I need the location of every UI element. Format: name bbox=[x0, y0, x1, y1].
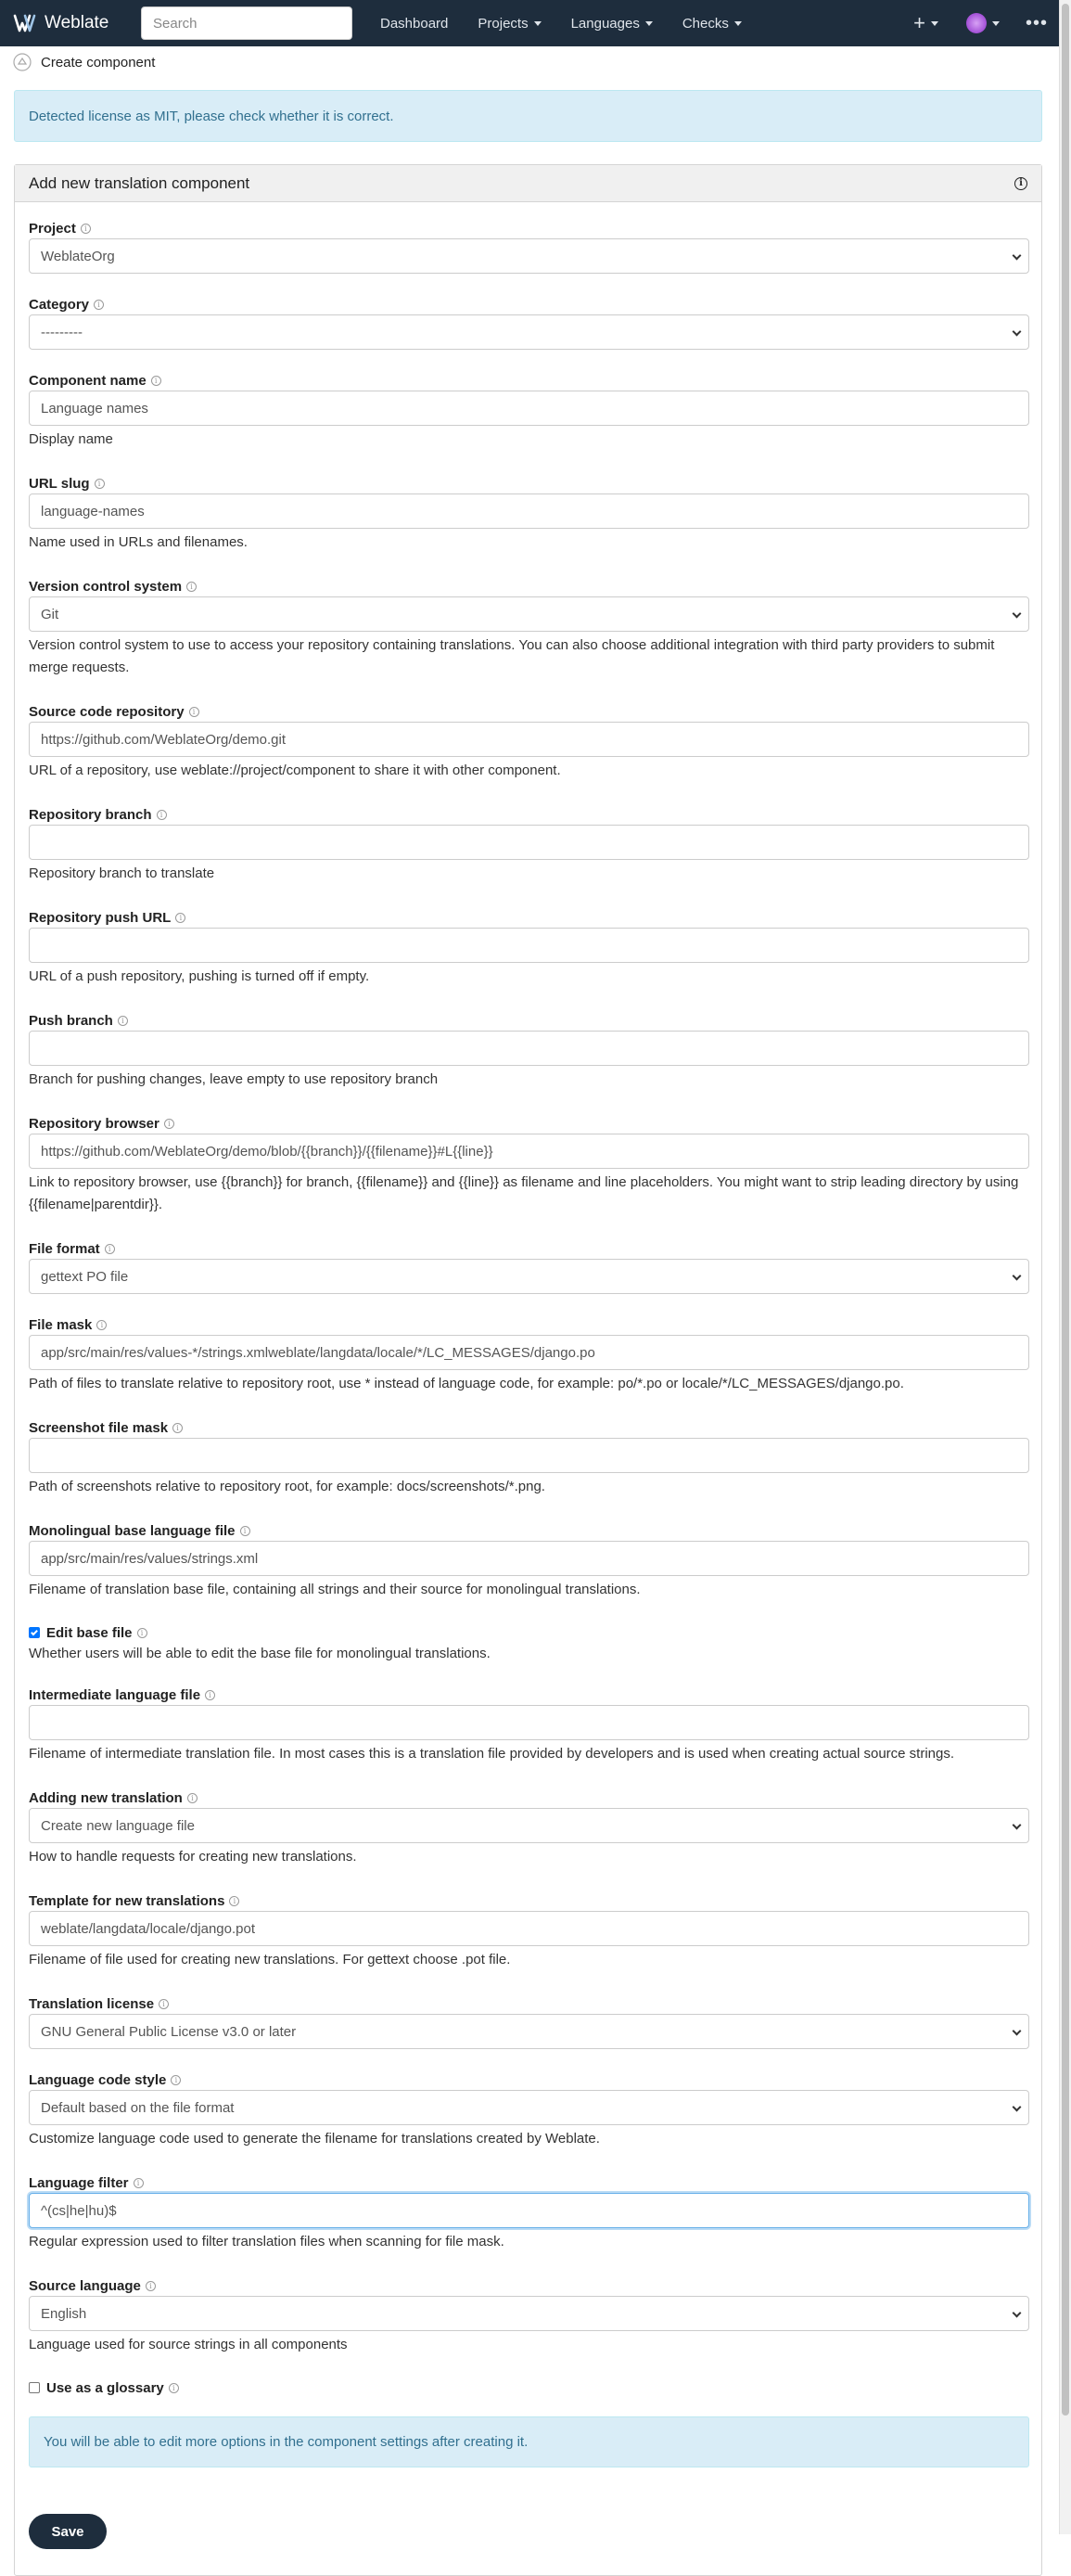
screenshot-mask-field bbox=[29, 1419, 1029, 1494]
vcs-help: Version control system to use to access your repository containing translations. You can also choose additional integration with third party providers to submit merge requests. bbox=[29, 637, 995, 675]
lang-code-style-label-text: Language code style bbox=[29, 2071, 167, 2088]
file-format-value: gettext PO file bbox=[41, 1268, 129, 1285]
repo-browser-label-text: Repository browser bbox=[29, 1115, 159, 1132]
help-icon[interactable]: i bbox=[229, 1896, 239, 1906]
nav-right bbox=[913, 0, 1059, 46]
source-lang-select[interactable] bbox=[29, 2296, 1029, 2331]
nav-checks-label: Checks bbox=[682, 15, 729, 32]
intermediate-field bbox=[29, 1686, 1029, 1762]
brand-name: Weblate bbox=[45, 13, 109, 32]
license-alert bbox=[14, 90, 1042, 142]
adding-new-field bbox=[29, 1789, 1029, 1865]
nav-projects[interactable] bbox=[478, 16, 541, 32]
vcs-label-text: Version control system bbox=[29, 578, 183, 595]
push-url-field bbox=[29, 909, 1029, 984]
search-input[interactable] bbox=[141, 6, 352, 40]
help-icon[interactable]: i bbox=[157, 810, 167, 820]
info-icon[interactable]: i bbox=[1014, 177, 1027, 190]
help-icon[interactable]: i bbox=[240, 1526, 250, 1536]
push-branch-input[interactable] bbox=[29, 1031, 1029, 1066]
adding-new-label-text: Adding new translation bbox=[29, 1789, 183, 1806]
push-branch-label bbox=[29, 1012, 1029, 1029]
project-field bbox=[29, 220, 1029, 264]
repo-browser-label bbox=[29, 1115, 1029, 1132]
chevron-down-icon bbox=[1013, 251, 1022, 261]
page-title: Create component bbox=[41, 54, 156, 70]
breadcrumb bbox=[13, 53, 155, 71]
vcs-field bbox=[29, 578, 1029, 675]
nav-projects-label: Projects bbox=[478, 15, 529, 32]
help-icon[interactable]: i bbox=[159, 1999, 169, 2009]
intermediate-input[interactable] bbox=[29, 1705, 1029, 1740]
lang-code-style-help: Customize language code used to generate the filename for translations created by Weblate. bbox=[29, 2131, 600, 2147]
license-alert-text: Detected license as MIT, please check whether it is correct. bbox=[29, 108, 394, 124]
mono-base-help: Filename of translation base file, containing all strings and their source for monolingual translations. bbox=[29, 1582, 641, 1597]
lang-filter-field bbox=[29, 2174, 1029, 2249]
help-icon[interactable]: i bbox=[169, 2383, 179, 2393]
chevron-down-icon bbox=[1013, 327, 1022, 337]
screenshot-mask-label bbox=[29, 1419, 1029, 1436]
source-lang-label bbox=[29, 2277, 1029, 2294]
edit-base-checkbox-row[interactable] bbox=[29, 1624, 147, 1641]
brand-link[interactable] bbox=[13, 13, 141, 33]
vcs-label bbox=[29, 578, 1029, 595]
repo-browser-input[interactable] bbox=[29, 1134, 1029, 1169]
screenshot-mask-input[interactable] bbox=[29, 1438, 1029, 1473]
user-menu-button[interactable] bbox=[966, 13, 1000, 33]
template-new-input[interactable] bbox=[29, 1911, 1029, 1946]
url-slug-label-text: URL slug bbox=[29, 475, 90, 492]
vcs-select[interactable] bbox=[29, 596, 1029, 632]
repo-browser-field bbox=[29, 1115, 1029, 1212]
project-label bbox=[29, 220, 1029, 237]
edit-base-help: Whether users will be able to edit the base file for monolingual translations. bbox=[29, 1646, 491, 1661]
push-url-input[interactable] bbox=[29, 928, 1029, 963]
template-new-label bbox=[29, 1892, 1029, 1909]
mono-base-label bbox=[29, 1522, 1029, 1539]
more-icon[interactable]: ••• bbox=[1025, 12, 1048, 33]
lang-filter-label bbox=[29, 2174, 1029, 2191]
url-slug-help: Name used in URLs and filenames. bbox=[29, 534, 248, 550]
template-new-help: Filename of file used for creating new translations. For gettext choose .pot file. bbox=[29, 1952, 511, 1967]
repo-input[interactable] bbox=[29, 722, 1029, 757]
adding-new-label bbox=[29, 1789, 1029, 1806]
chevron-down-icon bbox=[1013, 2103, 1022, 2112]
file-mask-label bbox=[29, 1316, 1029, 1333]
intermediate-label-text: Intermediate language file bbox=[29, 1686, 201, 1703]
lang-filter-value: ^(cs|he|hu)$ bbox=[41, 2202, 117, 2219]
nav-dashboard-label: Dashboard bbox=[380, 15, 449, 32]
component-name-label bbox=[29, 372, 1029, 389]
glossary-label-text: Use as a glossary bbox=[46, 2379, 164, 2396]
help-icon[interactable]: i bbox=[134, 2178, 144, 2188]
help-icon[interactable]: i bbox=[187, 1793, 198, 1803]
file-mask-value: app/src/main/res/values-*/strings.xmlweblate/langdata/locale/*/LC_MESSAGES/django.po bbox=[41, 1344, 595, 1361]
template-new-label-text: Template for new translations bbox=[29, 1892, 225, 1909]
source-lang-label-text: Source language bbox=[29, 2277, 141, 2294]
file-mask-field bbox=[29, 1316, 1029, 1391]
glossary-checkbox[interactable] bbox=[29, 2382, 40, 2393]
file-format-label-text: File format bbox=[29, 1240, 100, 1257]
template-new-field bbox=[29, 1892, 1029, 1967]
push-url-label-text: Repository push URL bbox=[29, 909, 172, 926]
url-slug-value: language-names bbox=[41, 503, 145, 519]
intermediate-label bbox=[29, 1686, 1029, 1703]
add-menu-button[interactable] bbox=[913, 11, 938, 35]
chevron-down-icon bbox=[1013, 1821, 1022, 1830]
license-value: GNU General Public License v3.0 or later bbox=[41, 2023, 297, 2040]
glossary-label[interactable] bbox=[46, 2379, 179, 2396]
glossary-checkbox-row[interactable] bbox=[29, 2379, 179, 2396]
lang-code-style-field bbox=[29, 2071, 1029, 2147]
template-new-value: weblate/langdata/locale/django.pot bbox=[41, 1920, 256, 1937]
scrollbar-thumb[interactable] bbox=[1062, 4, 1069, 2416]
help-icon[interactable]: i bbox=[105, 1244, 115, 1254]
help-icon[interactable]: i bbox=[118, 1016, 128, 1026]
url-slug-field bbox=[29, 475, 1029, 550]
url-slug-input[interactable] bbox=[29, 493, 1029, 529]
chevron-down-icon bbox=[1013, 1272, 1022, 1281]
chevron-down-icon bbox=[1013, 2309, 1022, 2318]
license-label-text: Translation license bbox=[29, 1995, 155, 2012]
panel-heading bbox=[15, 165, 1041, 202]
chevron-down-icon bbox=[931, 21, 938, 26]
branch-label-text: Repository branch bbox=[29, 806, 152, 823]
category-label bbox=[29, 296, 1029, 313]
top-navbar bbox=[0, 0, 1059, 46]
edit-base-label-text: Edit base file bbox=[46, 1624, 133, 1641]
component-name-input[interactable] bbox=[29, 391, 1029, 426]
nav-checks[interactable] bbox=[682, 16, 742, 32]
nav-languages-label: Languages bbox=[570, 15, 640, 32]
mono-base-label-text: Monolingual base language file bbox=[29, 1522, 236, 1539]
component-icon bbox=[13, 53, 32, 71]
license-field bbox=[29, 1995, 1029, 2040]
screenshot-mask-label-text: Screenshot file mask bbox=[29, 1419, 169, 1436]
help-icon[interactable]: i bbox=[171, 2075, 181, 2085]
chevron-down-icon bbox=[992, 21, 1000, 26]
help-icon[interactable]: i bbox=[205, 1690, 215, 1700]
mono-base-input[interactable] bbox=[29, 1541, 1029, 1576]
intermediate-help: Filename of intermediate translation file. In most cases this is a translation file provided by developers and is used when creating actual source strings. bbox=[29, 1746, 955, 1762]
check-icon bbox=[31, 1628, 38, 1635]
repo-value: https://github.com/WeblateOrg/demo.git bbox=[41, 731, 287, 748]
adding-new-value: Create new language file bbox=[41, 1817, 195, 1834]
push-branch-field bbox=[29, 1012, 1029, 1087]
repo-help: URL of a repository, use weblate://project/component to share it with other component. bbox=[29, 763, 561, 778]
weblate-logo-icon bbox=[13, 13, 37, 33]
help-icon[interactable]: i bbox=[175, 913, 185, 923]
file-format-select[interactable] bbox=[29, 1259, 1029, 1294]
repo-field bbox=[29, 703, 1029, 778]
lang-filter-label-text: Language filter bbox=[29, 2174, 129, 2191]
panel-title: Add new translation component bbox=[29, 173, 250, 192]
push-url-help: URL of a push repository, pushing is turned off if empty. bbox=[29, 968, 370, 984]
chevron-down-icon bbox=[734, 21, 742, 26]
branch-help: Repository branch to translate bbox=[29, 865, 215, 881]
lang-code-style-value: Default based on the file format bbox=[41, 2099, 235, 2116]
edit-base-label[interactable] bbox=[46, 1624, 147, 1641]
nav-languages[interactable] bbox=[571, 16, 653, 32]
license-select[interactable] bbox=[29, 2014, 1029, 2049]
repo-browser-value: https://github.com/WeblateOrg/demo/blob/{{branch}}/{{filename}}#L{{line}} bbox=[41, 1143, 493, 1160]
help-icon[interactable]: i bbox=[172, 1423, 183, 1433]
mono-base-field bbox=[29, 1522, 1029, 1597]
help-icon[interactable]: i bbox=[137, 1628, 147, 1638]
file-mask-input[interactable] bbox=[29, 1335, 1029, 1370]
component-name-value: Language names bbox=[41, 400, 148, 417]
edit-base-checkbox[interactable] bbox=[29, 1627, 40, 1638]
source-lang-field bbox=[29, 2277, 1029, 2352]
main-nav bbox=[380, 16, 771, 32]
chevron-down-icon bbox=[1013, 2027, 1022, 2036]
project-label-text: Project bbox=[29, 220, 76, 237]
file-mask-label-text: File mask bbox=[29, 1316, 93, 1333]
lang-code-style-label bbox=[29, 2071, 1029, 2088]
help-icon[interactable]: i bbox=[94, 300, 104, 310]
push-branch-label-text: Push branch bbox=[29, 1012, 113, 1029]
help-icon[interactable]: i bbox=[186, 582, 197, 592]
help-icon[interactable]: i bbox=[81, 224, 91, 234]
branch-label bbox=[29, 806, 1029, 823]
category-field bbox=[29, 296, 1029, 340]
category-select[interactable] bbox=[29, 314, 1029, 350]
component-name-label-text: Component name bbox=[29, 372, 147, 389]
more-options-alert bbox=[29, 2416, 1029, 2467]
mono-base-value: app/src/main/res/values/strings.xml bbox=[41, 1550, 259, 1567]
component-name-help: Display name bbox=[29, 431, 113, 447]
more-options-alert-text: You will be able to edit more options in the component settings after creating it. bbox=[44, 2434, 529, 2450]
help-icon[interactable]: i bbox=[151, 376, 161, 386]
lang-filter-help: Regular expression used to filter translation files when scanning for file mask. bbox=[29, 2234, 504, 2249]
screenshot-mask-help: Path of screenshots relative to repository root, for example: docs/screenshots/*.png. bbox=[29, 1479, 545, 1494]
chevron-down-icon bbox=[1013, 609, 1022, 619]
adding-new-help: How to handle requests for creating new translations. bbox=[29, 1849, 357, 1865]
push-url-label bbox=[29, 909, 1029, 926]
component-name-field bbox=[29, 372, 1029, 447]
source-lang-value: English bbox=[41, 2305, 87, 2322]
repo-label bbox=[29, 703, 1029, 720]
chevron-down-icon bbox=[645, 21, 653, 26]
lang-code-style-select[interactable] bbox=[29, 2090, 1029, 2125]
avatar bbox=[966, 13, 987, 33]
vcs-value: Git bbox=[41, 606, 59, 622]
file-format-field bbox=[29, 1240, 1029, 1285]
lang-filter-input[interactable] bbox=[29, 2193, 1029, 2228]
push-branch-help: Branch for pushing changes, leave empty to use repository branch bbox=[29, 1071, 439, 1087]
plus-icon: + bbox=[913, 11, 925, 34]
save-button[interactable]: Save bbox=[29, 2514, 107, 2549]
branch-input[interactable] bbox=[29, 825, 1029, 860]
project-select[interactable] bbox=[29, 238, 1029, 274]
create-component-panel bbox=[14, 164, 1042, 2576]
url-slug-label bbox=[29, 475, 1029, 492]
help-icon[interactable]: i bbox=[164, 1119, 174, 1129]
help-icon[interactable]: i bbox=[96, 1320, 107, 1330]
file-format-label bbox=[29, 1240, 1029, 1257]
file-mask-help: Path of files to translate relative to repository root, use * instead of language code, for example: po/*.po or locale/*/LC_MESSAGES/django.po. bbox=[29, 1376, 904, 1391]
help-icon[interactable]: i bbox=[189, 707, 199, 717]
repo-label-text: Source code repository bbox=[29, 703, 185, 720]
help-icon[interactable]: i bbox=[95, 479, 105, 489]
source-lang-help: Language used for source strings in all components bbox=[29, 2337, 348, 2352]
chevron-down-icon bbox=[534, 21, 542, 26]
page-scrollbar[interactable] bbox=[1059, 0, 1071, 2534]
nav-dashboard[interactable] bbox=[380, 16, 448, 32]
license-label bbox=[29, 1995, 1029, 2012]
help-icon[interactable]: i bbox=[146, 2281, 156, 2291]
repo-browser-help: Link to repository browser, use {{branch}} for branch, {{filename}} and {{line}} as filename and line placeholders. You might want to strip leading directory by using {{filename|parentdir}}. bbox=[29, 1174, 1019, 1212]
category-value: --------- bbox=[41, 324, 83, 340]
branch-field bbox=[29, 806, 1029, 881]
adding-new-select[interactable] bbox=[29, 1808, 1029, 1843]
category-label-text: Category bbox=[29, 296, 90, 313]
project-value: WeblateOrg bbox=[41, 248, 115, 264]
